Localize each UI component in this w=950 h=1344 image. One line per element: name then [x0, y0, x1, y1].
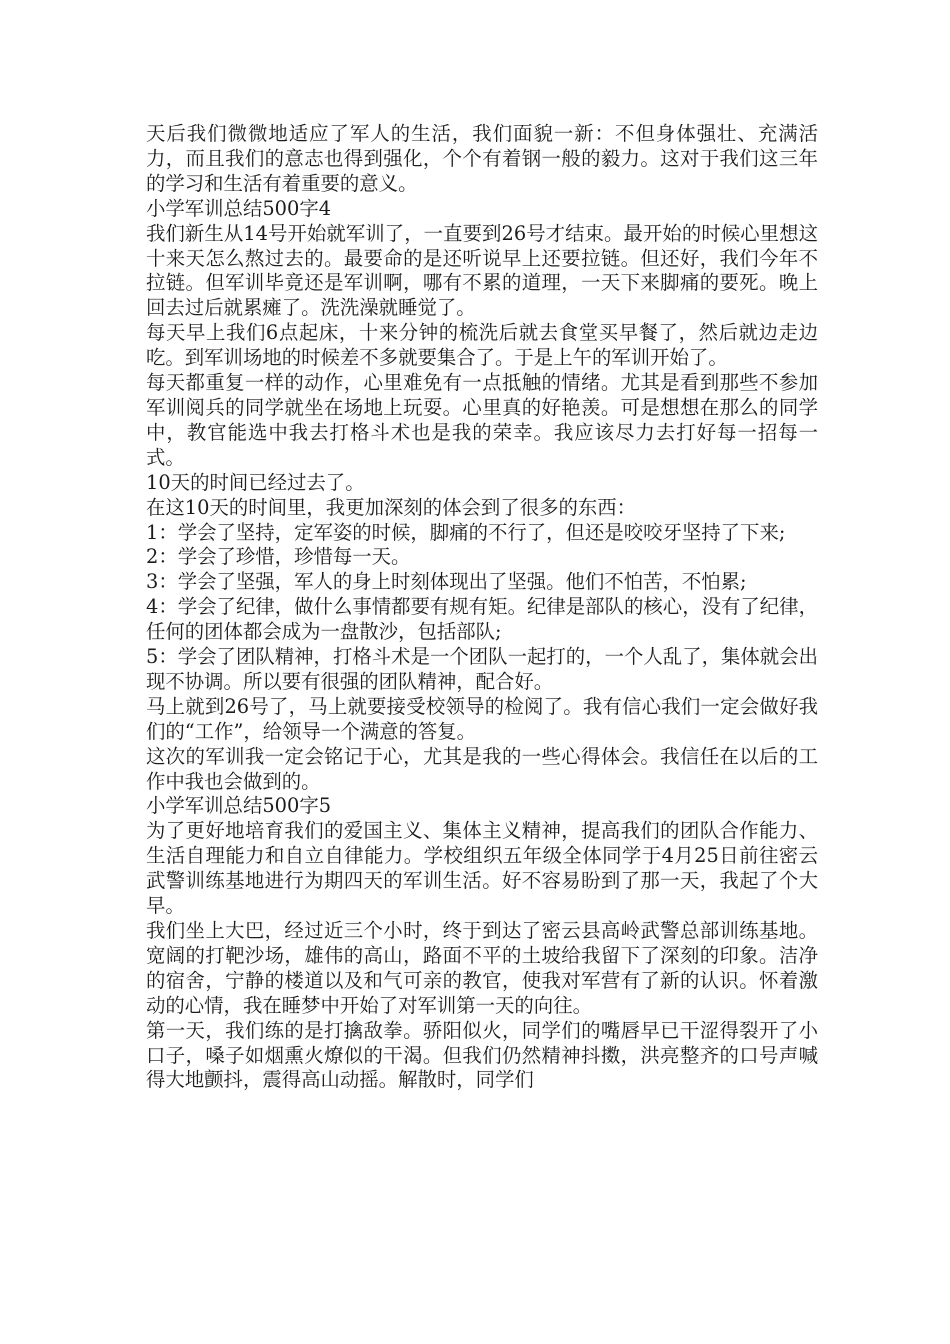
paragraph-6: 10天的时间已经过去了。: [146, 470, 365, 494]
list-item-2: 2：学会了珍惜，珍惜每一天。: [146, 545, 411, 569]
document-page: [146, 122, 818, 1093]
paragraph-13: 马上就到26号了，马上就要接受校领导的检阅了。我有信心我们一定会做好我们的“工作”，给领导一个满意的答复。: [146, 694, 818, 743]
list-item-1: 1：学会了坚持，定军姿的时候，脚痛的不行了，但还是咬咬牙坚持了下来;: [146, 520, 786, 544]
paragraph-1: 天后我们微微地适应了军人的生活，我们面貌一新：不但身体强壮、充满活力，而且我们的意志也得到强化，个个有着钢一般的毅力。这对于我们这三年的学习和生活有着重要的意义。: [146, 122, 818, 195]
section-heading-4: 小学军训总结500字4: [146, 196, 332, 220]
paragraph-3: 我们新生从14号开始就军训了，一直要到26号才结束。最开始的时候心里想这十来天怎么熬过去的。最要命的是还听说早上还要拉链。但还好，我们今年不拉链。但军训毕竟还是军训啊，哪有不累的道理，一天下来脚痛的要死。晚上回去过后就累瘫了。洗洗澡就睡觉了。: [146, 221, 818, 320]
paragraph-16: 为了更好地培育我们的爱国主义、集体主义精神，提高我们的团队合作能力、生活自理能力和自立自律能力。学校组织五年级全体同学于4月25日前往密云武警训练基地进行为期四天的军训生活。好不容易盼到了那一天，我起了个大早。: [146, 819, 818, 918]
paragraph-7: 在这10天的时间里，我更加深刻的体会到了很多的东西：: [146, 495, 637, 519]
section-heading-5: 小学军训总结500字5: [146, 794, 332, 818]
paragraph-18: 第一天，我们练的是打擒敌拳。骄阳似火，同学们的嘴唇早已干涩得裂开了小口子，嗓子如烟熏火燎似的干渴。但我们仍然精神抖擞，洪亮整齐的口号声喊得大地颤抖，震得高山动摇。解散时，同学们: [146, 1018, 818, 1092]
list-item-3: 3：学会了坚强，军人的身上时刻体现出了坚强。他们不怕苦，不怕累;: [146, 570, 747, 594]
list-item-4: 4：学会了纪律，做什么事情都要有规有矩。纪律是部队的核心，没有了纪律，任何的团体都会成为一盘散沙，包括部队;: [146, 595, 818, 644]
paragraph-17: 我们坐上大巴，经过近三个小时，终于到达了密云县高岭武警总部训练基地。宽阔的打靶沙场，雄伟的高山，路面不平的土坡给我留下了深刻的印象。洁净的宿舍，宁静的楼道以及和气可亲的教官，使我对军营有了新的认识。怀着激动的心情，我在睡梦中开始了对军训第一天的向往。: [146, 919, 818, 1017]
list-item-5: 5：学会了团队精神，打格斗术是一个团队一起打的，一个人乱了，集体就会出现不协调。所以要有很强的团队精神，配合好。: [146, 645, 818, 693]
paragraph-4: 每天早上我们6点起床，十来分钟的梳洗后就去食堂买早餐了，然后就边走边吃。到军训场地的时候差不多就要集合了。于是上午的军训开始了。: [146, 321, 818, 370]
paragraph-5: 每天都重复一样的动作，心里难免有一点抵触的情绪。尤其是看到那些不参加军训阅兵的同学就坐在场地上玩耍。心里真的好艳羡。可是想想在那么的同学中，教官能选中我去打格斗术也是我的荣幸。我应该尽力去打好每一招每一式。: [146, 371, 818, 469]
paragraph-14: 这次的军训我一定会铭记于心，尤其是我的一些心得体会。我信任在以后的工作中我也会做到的。: [146, 744, 818, 793]
